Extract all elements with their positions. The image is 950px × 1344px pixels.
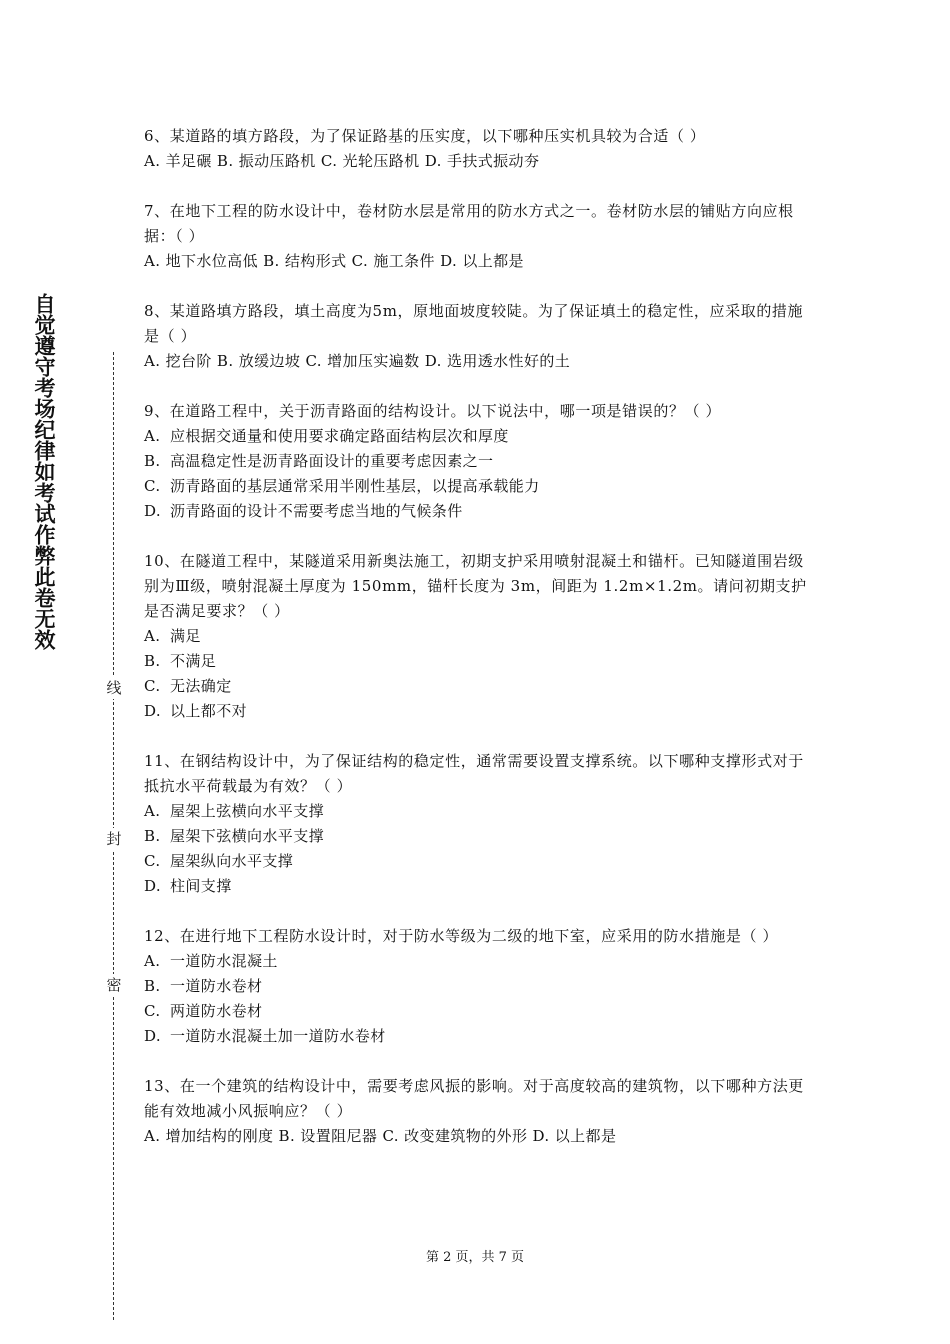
- option-b: B. 不满足: [144, 652, 217, 670]
- question-stem: 6、某道路的填方路段，为了保证路基的压实度，以下哪种压实机具较为合适（ ）: [144, 127, 706, 145]
- question-12: [144, 924, 810, 1049]
- question-6: [144, 124, 810, 174]
- question-13: [144, 1074, 810, 1149]
- option-d: D. 柱间支撑: [144, 877, 232, 895]
- question-11: [144, 749, 810, 899]
- question-options: A. 挖台阶 B. 放缓边坡 C. 增加压实遍数 D. 选用透水性好的土: [144, 352, 571, 370]
- option-c: C. 无法确定: [144, 677, 232, 695]
- question-8: [144, 299, 810, 374]
- option-c: C. 沥青路面的基层通常采用半刚性基层，以提高承载能力: [144, 477, 540, 495]
- page-number: 第 2 页，共 7 页: [425, 1250, 525, 1265]
- question-10: [144, 549, 810, 724]
- question-stem: 10、在隧道工程中，某隧道采用新奥法施工，初期支护采用喷射混凝土和锚杆。已知隧道围岩级别为Ⅲ级，喷射混凝土厚度为 150mm，锚杆长度为 3m，间距为 1.2m×1.2m。请问初期支护是否满足要求？（ ）: [144, 552, 807, 620]
- option-b: B. 一道防水卷材: [144, 977, 263, 995]
- exam-discipline-notice: 自觉遵守考场纪律如考试作弊此卷无效: [32, 293, 56, 650]
- question-options: A. 地下水位高低 B. 结构形式 C. 施工条件 D. 以上都是: [144, 252, 524, 270]
- option-a: A. 满足: [144, 627, 201, 645]
- option-c: C. 屋架纵向水平支撑: [144, 852, 294, 870]
- option-d: D. 沥青路面的设计不需要考虑当地的气候条件: [144, 502, 463, 520]
- option-a: A. 屋架上弦横向水平支撑: [144, 802, 325, 820]
- question-options: A. 羊足碾 B. 振动压路机 C. 光轮压路机 D. 手扶式振动夯: [144, 152, 540, 170]
- seal-mark-secret: 密: [104, 974, 124, 996]
- question-9: [144, 399, 810, 524]
- question-stem: 9、在道路工程中，关于沥青路面的结构设计。以下说法中，哪一项是错误的？（ ）: [144, 402, 722, 420]
- question-stem: 7、在地下工程的防水设计中，卷材防水层是常用的防水方式之一。卷材防水层的铺贴方向应根据：（ ）: [144, 202, 794, 245]
- question-stem: 8、某道路填方路段，填土高度为5m，原地面坡度较陡。为了保证填土的稳定性，应采取的措施是（ ）: [144, 302, 804, 345]
- option-b: B. 屋架下弦横向水平支撑: [144, 827, 325, 845]
- seal-mark-seal: 封: [104, 828, 124, 850]
- option-d: D. 一道防水混凝土加一道防水卷材: [144, 1027, 386, 1045]
- question-list: [144, 124, 810, 1174]
- option-b: B. 高温稳定性是沥青路面设计的重要考虑因素之一: [144, 452, 494, 470]
- question-stem: 13、在一个建筑的结构设计中，需要考虑风振的影响。对于高度较高的建筑物，以下哪种方法更能有效地减小风振响应？（ ）: [144, 1077, 804, 1120]
- question-stem: 12、在进行地下工程防水设计时，对于防水等级为二级的地下室，应采用的防水措施是（ ）: [144, 927, 779, 945]
- option-d: D. 以上都不对: [144, 702, 248, 720]
- option-c: C. 两道防水卷材: [144, 1002, 263, 1020]
- seal-mark-line: 线: [104, 677, 124, 699]
- question-options: A. 增加结构的刚度 B. 设置阻尼器 C. 改变建筑物的外形 D. 以上都是: [144, 1127, 617, 1145]
- option-a: A. 应根据交通量和使用要求确定路面结构层次和厚度: [144, 427, 509, 445]
- question-stem: 11、在钢结构设计中，为了保证结构的稳定性，通常需要设置支撑系统。以下哪种支撑形式对于抵抗水平荷载最为有效？（ ）: [144, 752, 804, 795]
- question-7: [144, 199, 810, 274]
- option-a: A. 一道防水混凝土: [144, 952, 278, 970]
